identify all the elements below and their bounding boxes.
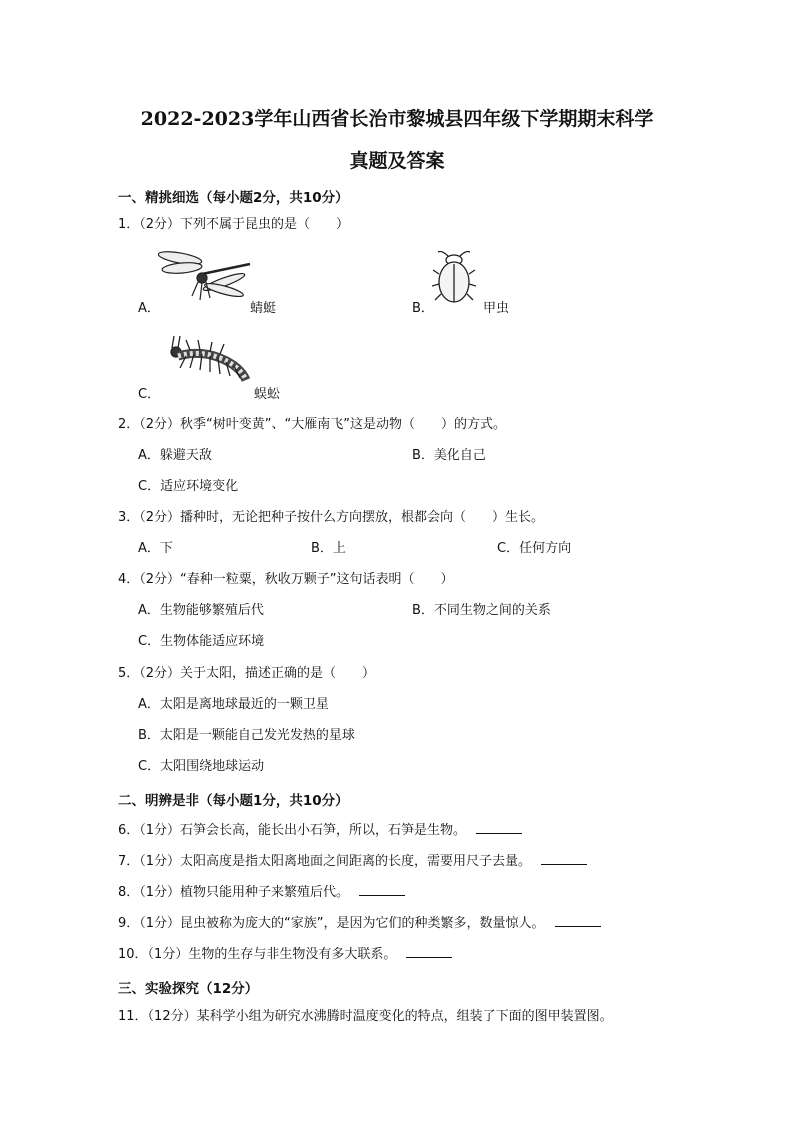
question-1-option-b-letter: B． xyxy=(412,301,434,316)
answer-blank[interactable] xyxy=(555,914,601,927)
answer-blank[interactable] xyxy=(541,852,587,865)
section-heading-true-false: 二、明辨是非（每小题1分，共10分） xyxy=(118,793,349,809)
question-10 xyxy=(118,945,452,964)
question-4-option-b: B．不同生物之间的关系 xyxy=(412,603,551,618)
beetle-image xyxy=(432,250,476,306)
question-2-option-c: C．适应环境变化 xyxy=(138,479,239,494)
question-2-stem: 2．（2分）秋季“树叶变黄”、“大雁南飞”这是动物（ ）的方式。 xyxy=(118,417,506,432)
question-5-option-c: C．太阳围绕地球运动 xyxy=(138,759,265,774)
question-3-option-c: C．任何方向 xyxy=(497,541,572,556)
paper-title-line-1: 2022-2023学年山西省长治市黎城县四年级下学期期末科学 xyxy=(140,108,654,130)
question-9-text: 9．（1分）昆虫被称为庞大的“家族”，是因为它们的种类繁多，数量惊人。 xyxy=(118,916,545,931)
question-3-option-b: B．上 xyxy=(311,541,346,556)
question-3-option-a: A．下 xyxy=(138,541,173,556)
question-7 xyxy=(118,852,587,871)
question-1-option-a-name: 蜻蜓 xyxy=(250,301,277,316)
question-10-text: 10．（1分）生物的生存与非生物没有多大联系。 xyxy=(118,947,397,962)
question-5-option-b: B．太阳是一颗能自己发光发热的星球 xyxy=(138,728,355,743)
question-6 xyxy=(118,821,522,840)
dragonfly-image xyxy=(158,248,253,304)
question-9 xyxy=(118,914,601,933)
answer-blank[interactable] xyxy=(476,821,522,834)
question-2-option-b: B．美化自己 xyxy=(412,448,486,463)
question-11-stem: 11．（12分）某科学小组为研究水沸腾时温度变化的特点，组装了下面的图甲装置图。 xyxy=(118,1009,613,1024)
section-heading-experiment: 三、实验探究（12分） xyxy=(118,981,259,997)
answer-blank[interactable] xyxy=(359,883,405,896)
answer-blank[interactable] xyxy=(406,945,452,958)
question-8 xyxy=(118,883,405,902)
section-heading-choice: 一、精挑细选（每小题2分，共10分） xyxy=(118,190,349,206)
question-5-option-a: A．太阳是离地球最近的一颗卫星 xyxy=(138,697,329,712)
question-1-option-c-name: 蜈蚣 xyxy=(254,387,281,402)
question-1-stem: 1．（2分）下列不属于昆虫的是（ ） xyxy=(118,217,350,232)
question-4-option-c: C．生物体能适应环境 xyxy=(138,634,265,649)
question-4-option-a: A．生物能够繁殖后代 xyxy=(138,603,264,618)
centipede-image xyxy=(160,332,256,390)
question-1-option-a-letter: A． xyxy=(138,301,160,316)
question-5-stem: 5．（2分）关于太阳，描述正确的是（ ） xyxy=(118,666,376,681)
question-1-option-b-name: 甲虫 xyxy=(483,301,510,316)
question-7-text: 7．（1分）太阳高度是指太阳离地面之间距离的长度，需要用尺子去量。 xyxy=(118,854,532,869)
question-4-stem: 4．（2分）“春种一粒粟，秋收万颗子”这句话表明（ ） xyxy=(118,572,454,587)
question-1-option-c-letter: C． xyxy=(138,387,161,402)
question-2-option-a: A．躲避天敌 xyxy=(138,448,212,463)
question-6-text: 6．（1分）石笋会长高，能长出小石笋，所以，石笋是生物。 xyxy=(118,823,467,838)
paper-title-line-2: 真题及答案 xyxy=(349,150,445,172)
question-8-text: 8．（1分）植物只能用种子来繁殖后代。 xyxy=(118,885,350,900)
question-3-stem: 3．（2分）播种时，无论把种子按什么方向摆放，根都会向（ ）生长。 xyxy=(118,510,545,525)
